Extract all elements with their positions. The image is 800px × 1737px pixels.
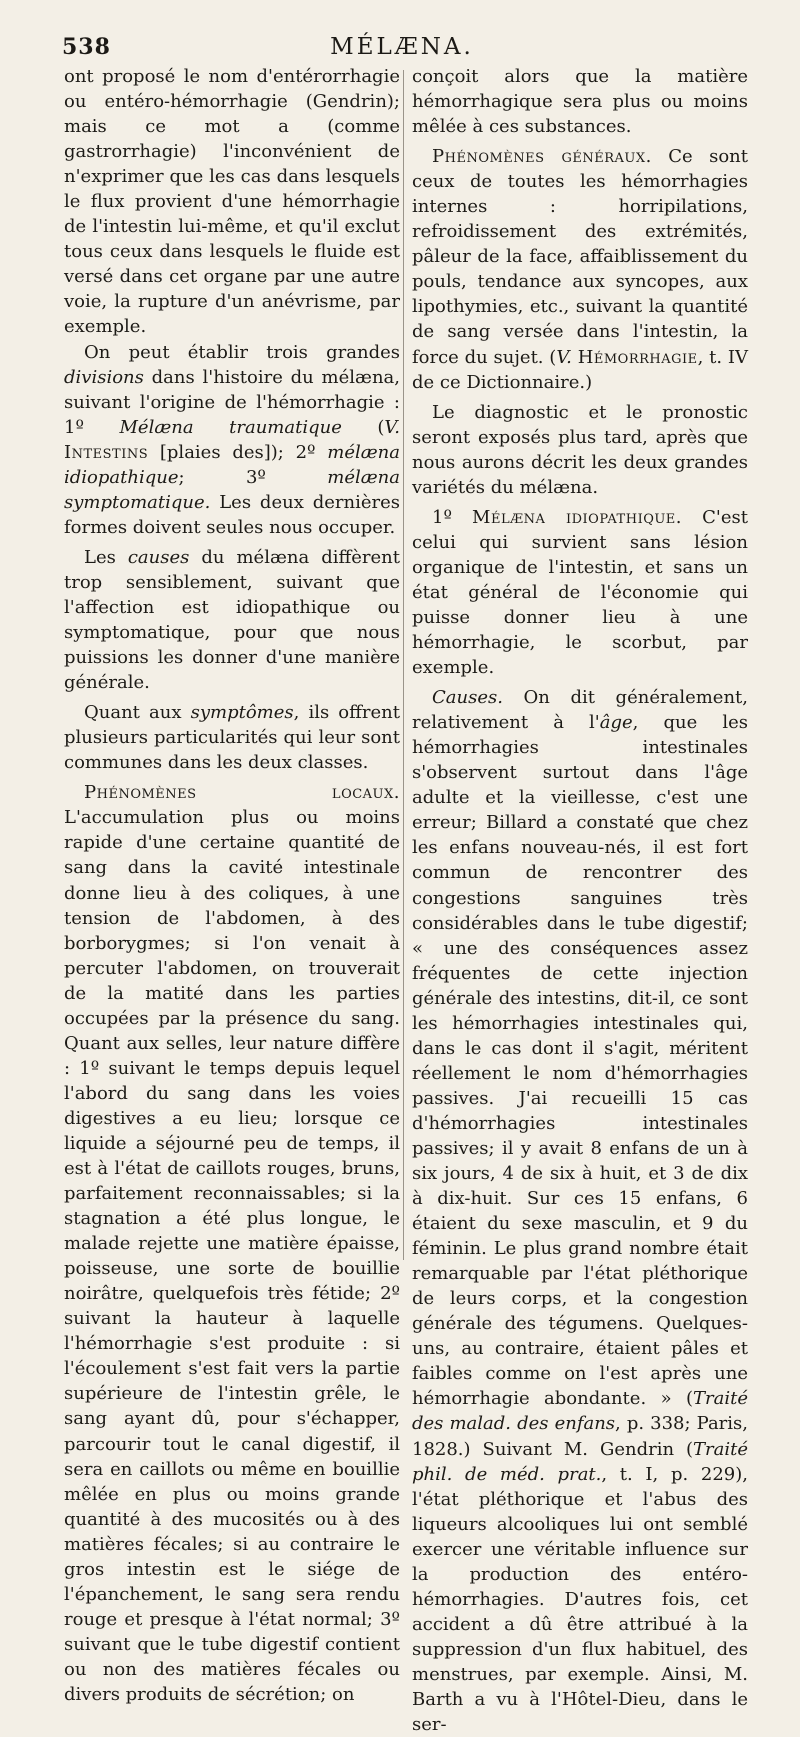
paragraph [64,545,400,695]
text-run: Les [84,546,128,568]
italic-text: Causes. [432,687,503,709]
text-run: ont proposé le nom d'entérorrhagie ou entéro-hémorrhagie (Gendrin); mais ce mot a (comme gastrorrhagie) l'inconvénient de n'exprimer que les cas dans lesquels le flux provient d'une hémorrhagie de l'intestin lui-même, et qu'il exclut tous ceux dans lesquels le fluide est versé dans cet organe par une autre voie, la rupture d'un anévrisme, par exemple. [64,66,400,338]
text-run: ; 3º [178,466,328,488]
paragraph [412,144,748,394]
text-run: C'est celui qui survient sans lésion organique de l'intestin, et sans un état général de l'économie qui puisse donner lieu à une hémorrhagie, le scorbut, par exemple. [412,506,748,679]
text-run: On dit généralement, relativement à l' [412,687,748,734]
running-title: MÉLÆNA. [330,34,474,60]
text-run: Le diagnostic et le pronostic seront exposés plus tard, après que nous aurons décrit les deux grandes variétés du mélæna. [412,401,748,498]
text-run: 1º [432,506,473,528]
text-run: , p. 338; Paris, 1828.) Suivant M. Gendrin ( [412,1413,749,1460]
paragraph [412,400,748,500]
paragraph [412,685,748,1737]
text-run: , ils offrent plusieurs particularités qui leur sont communes dans les deux classes. [64,702,401,774]
left-column [64,64,400,1707]
italic-text: causes [127,546,190,568]
italic-text: V. [384,416,400,438]
text-run: dans l'histoire du mélæna, suivant l'origine de l'hémorrhagie : 1º [64,366,400,438]
text-run: , t. I, p. 229), l'état pléthorique et l'abus des liqueurs alcooliques lui ont semblé exercer une véritable influence sur la production des entéro-hémorrhagies. D'autres fois, cet accident a dû être attribué à la suppression d'un flux habituel, des menstrues, par exemple. Ainsi, M. Barth a vu à l'Hôtel-Dieu, dans le ser- [412,1463,748,1736]
text-run: Quant aux [84,702,191,724]
italic-text: mélæna symptomatique. [64,466,400,513]
text-run: Les deux dernières formes doivent seules nous occuper. [64,491,400,538]
paragraph [412,505,748,680]
right-column [412,64,748,1737]
page-number: 538 [62,34,111,60]
text-run: On peut établir trois grandes [84,341,400,363]
paragraph [64,700,400,775]
paragraph [412,64,748,139]
small-caps-heading: Intestins [64,441,149,463]
page-header [62,34,742,64]
column-divider [403,70,404,1260]
small-caps-heading: Phénomènes généraux. [432,146,652,168]
text-run: conçoit alors que la matière hémorrhagique sera plus ou moins mêlée à ces substances. [412,66,748,138]
text-run: Ce sont ceux de toutes les hémorrhagies internes : horripilations, refroidissement des extrémités, pâleur de la face, affaiblissement du pouls, tendance aux syncopes, aux lipothymies, etc., suivant la quantité de sang versée dans l'intestin, la force du sujet. ( [412,146,748,368]
italic-text: symptômes [190,702,294,724]
small-caps-heading: Hémorrhagie [577,346,698,368]
paragraph [64,64,400,340]
text-run: ( [341,416,385,438]
italic-text: Mélæna traumatique [119,416,342,438]
text-run: , que les hémorrhagies intestinales s'observent surtout dans l'âge adulte et la vieillesse, c'est une erreur; Billard a constaté que chez les enfans nouveau-nés, il est fort commun de rencontrer des congestions sanguines très considérables dans le tube digestif; « une des conséquences assez fréquentes de cette injection générale des intestins, dit-il, ce sont les hémorrhagies intestinales qui, dans le cas dont il s'agit, méritent réellement le nom d'hémorrhagies passives. J'ai recueilli 15 cas d'hémorrhagies intestinales passives; il y avait 8 enfans de un à six jours, 4 de six à huit, et 3 de dix à dix-huit. Sur ces 15 enfans, 6 étaient du sexe masculin, et 9 du féminin. Le plus grand nombre était remarquable par l'état pléthorique de leurs corps, et la congestion générale des tégumens. Quelques-uns, au contraire, étaient pâles et faibles comme on l'est après une hémorrhagie abondante. » ( [412,712,748,1410]
small-caps-heading: Phénomènes locaux. [84,782,400,804]
italic-text: divisions [64,366,144,388]
text-run: , t. IV de ce Dictionnaire.) [412,346,748,393]
italic-text: mélæna idiopathique [64,441,400,488]
italic-text: V. [556,346,572,368]
paragraph [64,780,400,1707]
text-run: du mélæna diffèrent trop sensiblement, suivant que l'affection est idiopathique ou symptomatique, pour que nous puissions les donner d'une manière générale. [64,546,400,694]
text-run: L'accumulation plus ou moins rapide d'une certaine quantité de sang dans la cavité intestinale donne lieu à des coliques, à une tension de l'abdomen, à des borborygmes; si l'on venait à percuter l'abdomen, on trouverait de la matité dans les parties occupées par la présence du sang. Quant aux selles, leur nature diffère : 1º suivant le temps depuis lequel l'abord du sang dans les voies digestives a eu lieu; lorsque ce liquide a séjourné peu de temps, il est à l'état de caillots rouges, bruns, parfaitement reconnaissables; si la stagnation a été plus longue, le malade rejette une matière épaisse, poisseuse, une sorte de bouillie noirâtre, quelquefois très fétide; 2º suivant la hauteur à laquelle l'hémorrhagie s'est produite : si l'écoulement s'est fait vers la partie supérieure de l'intestin grêle, le sang ayant dû, pour s'échapper, parcourir tout le canal digestif, il sera en caillots ou même en bouillie mêlée en plus ou moins grande quantité à des mucosités ou à des matières fécales; si au contraire le gros intestin est le siége de l'épanchement, le sang sera rendu rouge et presque à l'état normal; 3º suivant que le tube digestif contient ou non des matières fécales ou divers produits de sécrétion; on [64,807,400,1705]
italic-text: Traité phil. de méd. prat. [412,1438,748,1485]
paragraph [64,340,400,540]
small-caps-heading: Mélæna idiopathique. [472,506,683,528]
italic-text: âge [599,712,633,734]
italic-text: Traité des malad. des enfans [412,1388,748,1435]
text-run: [plaies des]); 2º [148,441,328,463]
